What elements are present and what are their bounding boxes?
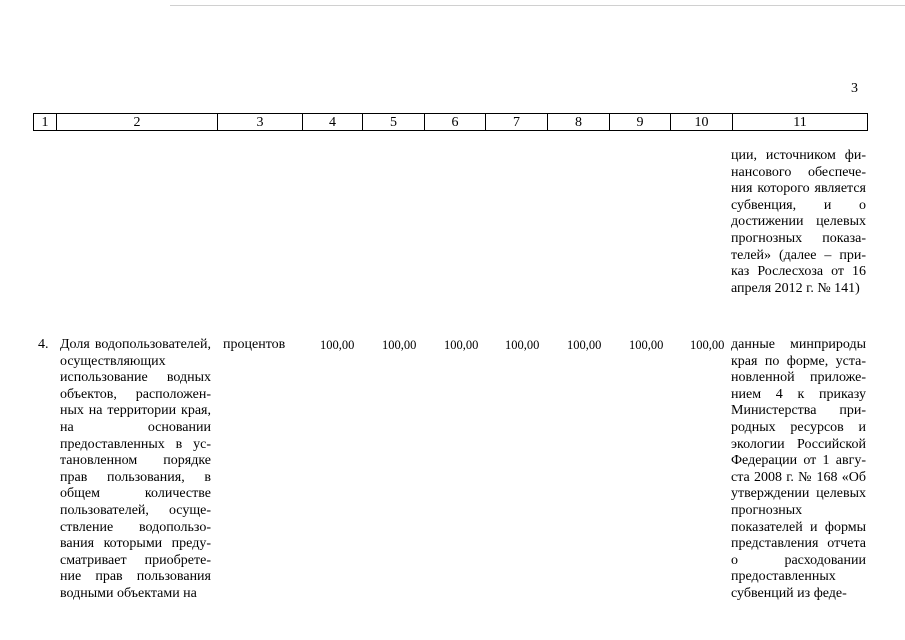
row-number: 4. — [38, 337, 49, 352]
value-cell-col5: 100,00 — [382, 338, 417, 352]
value-cell-col10: 100,00 — [690, 338, 725, 352]
page-number: 3 — [851, 81, 858, 96]
column-header-5: 5 — [363, 114, 425, 131]
value-cell-col9: 100,00 — [629, 338, 664, 352]
value-cell-col7: 100,00 — [505, 338, 540, 352]
value-cell-col4: 100,00 — [320, 338, 355, 352]
column-header-7: 7 — [486, 114, 548, 131]
column-header-3: 3 — [218, 114, 303, 131]
column-header-9: 9 — [610, 114, 671, 131]
column-header-10: 10 — [671, 114, 733, 131]
column-header-2: 2 — [57, 114, 218, 131]
column-header-1: 1 — [34, 114, 57, 131]
value-cell-col8: 100,00 — [567, 338, 602, 352]
unit-cell: процентов — [223, 337, 286, 352]
column-header-6: 6 — [425, 114, 486, 131]
column-header-8: 8 — [548, 114, 610, 131]
continued-source-cell: ции, источником финансового обеспечения которого является субвенция, и о достижении целевых прогнозных показателей» (далее – приказ Рослесхоза от 16 апреля 2012 г. № 141) — [731, 148, 866, 296]
source-cell: данные минприроды края по форме, установленной приложением 4 к приказу Министерства природных ресурсов и экологии Российской Федерации от 1 августа 2008 г. № 168 «Об утверждении целевых прогнозных показателей и формы представления отчета о расходовании предоставленных субвенций из феде- — [731, 337, 866, 601]
column-header-4: 4 — [303, 114, 363, 131]
column-header-11: 11 — [733, 114, 868, 131]
indicator-name-cell: Доля водопользователей, осуществляющих использование водных объектов, расположенных на территории края, на основании предоставленных в установленном порядке прав пользования, в общем количестве пользователей, осуществление водопользования которыми предусматривает приобретение прав пользования водными объектами на — [60, 337, 211, 601]
scan-edge-line — [170, 5, 905, 6]
column-header-row — [33, 113, 868, 131]
value-cell-col6: 100,00 — [444, 338, 479, 352]
